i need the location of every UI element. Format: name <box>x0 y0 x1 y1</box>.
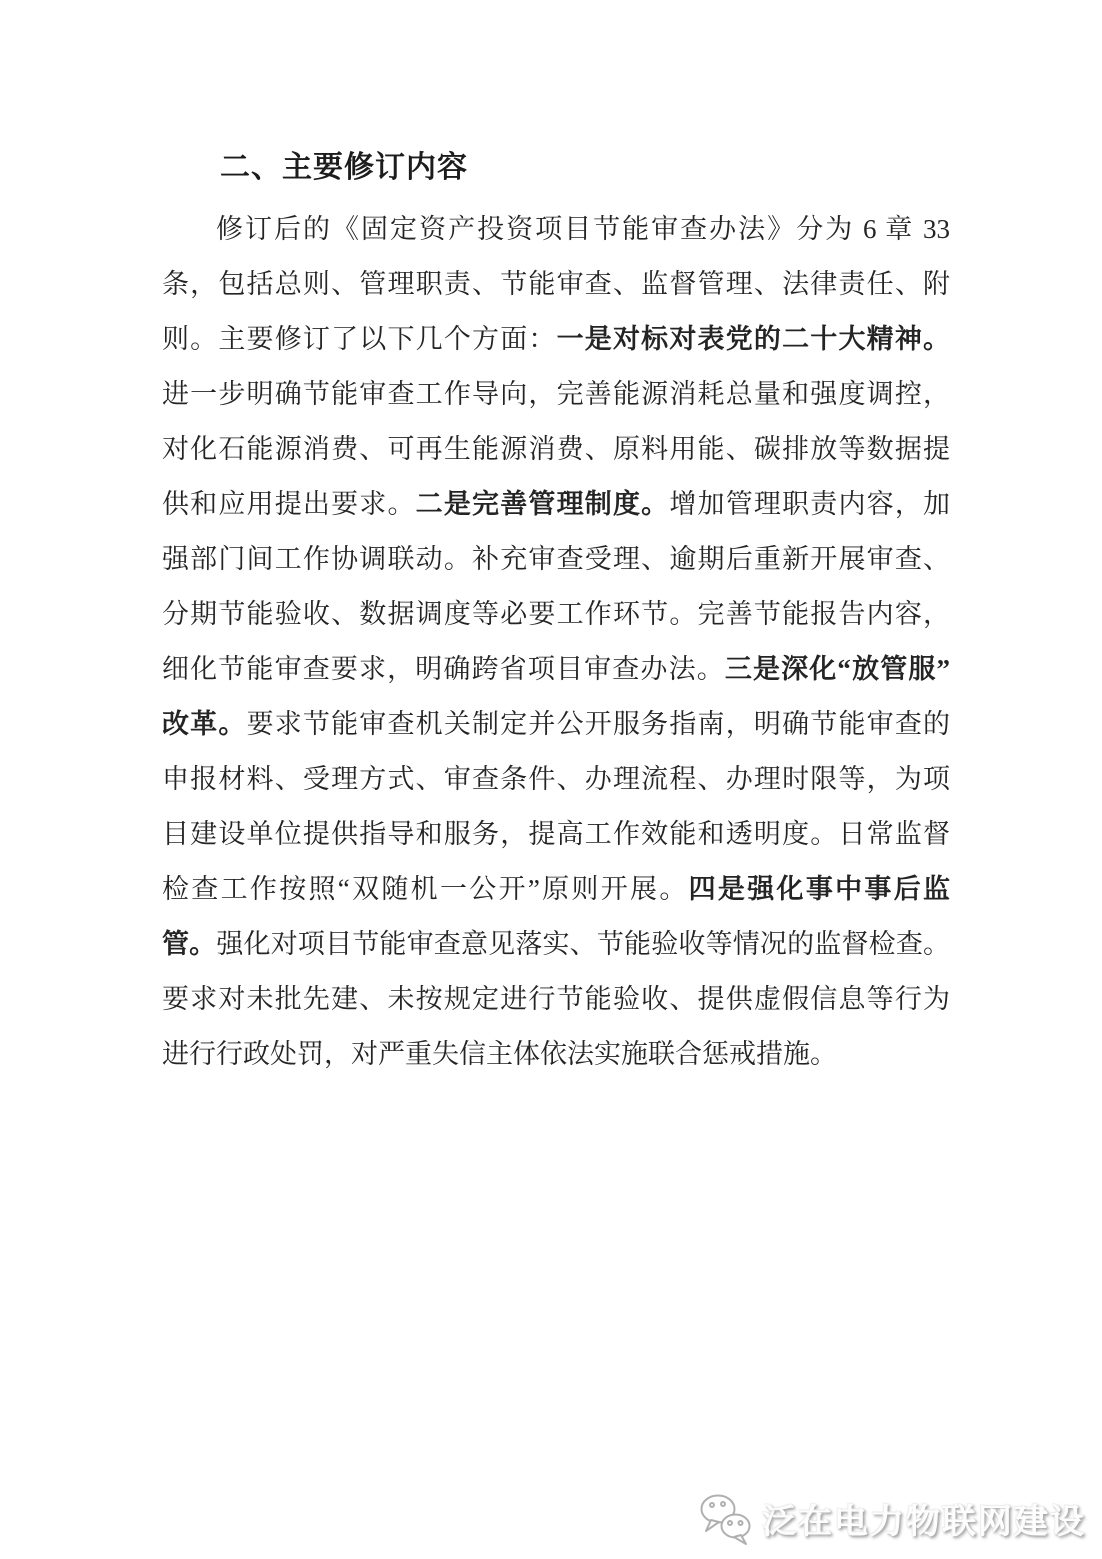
text-line <box>162 642 950 697</box>
text-segment: 供和应用提出要求。 <box>162 489 416 519</box>
text-segment: 分期节能验收、数据调度等必要工作环节。完善节能报告内容， <box>162 599 950 629</box>
text-segment: 进一步明确节能审查工作导向，完善能源消耗总量和强度调控， <box>162 379 950 409</box>
text-segment: 强部门间工作协调联动。补充审查受理、逾期后重新开展审查、 <box>162 544 950 574</box>
text-line <box>162 807 950 862</box>
text-line <box>162 752 950 807</box>
text-line <box>162 312 950 367</box>
text-segment: 目建设单位提供指导和服务，提高工作效能和透明度。日常监督 <box>162 819 950 849</box>
watermark <box>697 1490 1086 1547</box>
text-line <box>162 972 950 1027</box>
text-segment: 修订后的《固定资产投资项目节能审查办法》分为 6 章 33 <box>216 214 950 244</box>
text-line <box>162 532 950 587</box>
text-segment-bold: 四是强化事中事后监 <box>688 874 951 904</box>
text-line <box>162 202 950 257</box>
text-segment: 条，包括总则、管理职责、节能审查、监督管理、法律责任、附 <box>162 269 950 299</box>
text-line <box>162 477 950 532</box>
text-line <box>162 1027 950 1082</box>
text-segment: 增加管理职责内容，加 <box>669 489 951 519</box>
text-segment: 申报材料、受理方式、审查条件、办理流程、办理时限等，为项 <box>162 764 950 794</box>
text-segment-bold: 管。 <box>162 929 217 959</box>
text-segment-bold: 三是深化“放管服” <box>724 654 951 684</box>
text-line <box>162 587 950 642</box>
text-segment-bold: 二是完善管理制度。 <box>415 489 670 519</box>
text-segment: 要求对未批先建、未按规定进行节能验收、提供虚假信息等行为 <box>162 984 950 1014</box>
text-segment: 检查工作按照“双随机一公开”原则开展。 <box>162 874 689 904</box>
text-line <box>162 862 950 917</box>
text-segment: 对化石能源消费、可再生能源消费、原料用能、碳排放等数据提 <box>162 434 950 464</box>
text-segment: 则。主要修订了以下几个方面： <box>162 324 557 354</box>
text-segment: 强化对项目节能审查意见落实、节能验收等情况的监督检查。 <box>216 929 951 959</box>
section-heading: 二、主要修订内容 <box>220 151 468 184</box>
text-segment: 进行行政处罚，对严重失信主体依法实施联合惩戒措施。 <box>162 1039 837 1069</box>
text-line <box>162 422 950 477</box>
text-segment-bold: 改革。 <box>162 709 247 739</box>
text-line <box>162 367 950 422</box>
wechat-icon <box>697 1490 754 1547</box>
text-segment: 细化节能审查要求，明确跨省项目审查办法。 <box>162 654 725 684</box>
text-line <box>162 697 950 752</box>
text-segment-bold: 一是对标对表党的二十大精神。 <box>556 324 951 354</box>
text-line <box>162 257 950 312</box>
text-line <box>162 917 950 972</box>
paragraph <box>162 202 950 1082</box>
text-segment: 要求节能审查机关制定并公开服务指南，明确节能审查的 <box>246 709 951 739</box>
watermark-text: 泛在电力物联网建设 <box>762 1503 1086 1541</box>
